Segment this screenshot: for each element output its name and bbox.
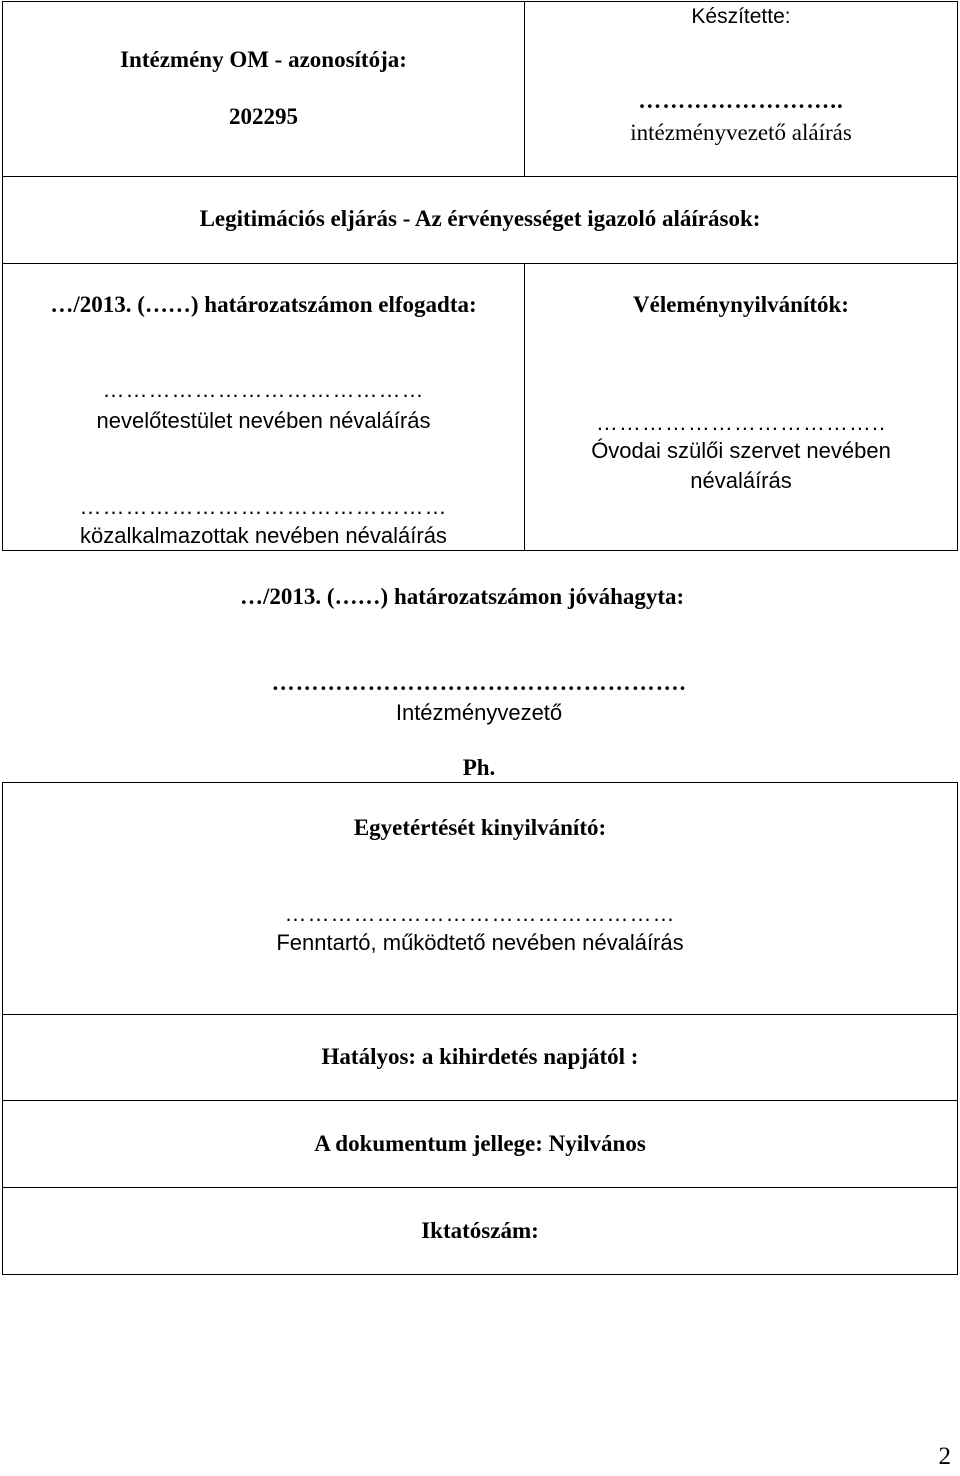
parents-signature-dots: ……………………………….. (595, 410, 887, 435)
prepared-cell (525, 2, 957, 176)
effective-row (2, 1014, 958, 1101)
staff-signature-caption: nevelőtestület nevében névaláírás (96, 408, 431, 433)
signature-caption: intézményvezető aláírás (630, 120, 852, 145)
signature-dots: …………………….. (638, 88, 844, 113)
legit-row (2, 176, 958, 264)
om-value: 202295 (229, 104, 298, 129)
om-cell (3, 2, 525, 176)
confirm-row (2, 550, 956, 782)
parents-caption-line1: Óvodai szülői szervet nevében (591, 438, 891, 463)
header-row (2, 1, 958, 177)
opinion-label: Véleménynyilvánítók: (633, 292, 849, 317)
effective-label: Hatályos: a kihirdetés napjától : (321, 1044, 639, 1069)
maintainer-signature-dots: …………………………………………… (284, 901, 676, 926)
doc-type-row (2, 1101, 958, 1188)
employees-signature-dots: ………………………………………… (79, 494, 448, 519)
legit-title: Legitimációs eljárás - Az érvényességet igazoló aláírások: (199, 206, 761, 231)
filing-row (2, 1188, 958, 1275)
consent-label: Egyetértését kinyilvánító: (353, 815, 607, 840)
employees-signature-caption: közalkalmazottak nevében névaláírás (80, 523, 447, 548)
confirm-resolution: …/2013. (……) határozatszámon jóváhagyta: (240, 584, 685, 609)
approval-resolution: …/2013. (……) határozatszámon elfogadta: (50, 292, 477, 317)
approval-left-cell (3, 264, 525, 550)
director-signature-dots: ……………………………………………. (271, 670, 687, 695)
maintainer-caption: Fenntartó, működtető nevében névaláírás (276, 930, 684, 955)
consent-row (2, 782, 958, 1015)
page-number: 2 (938, 1443, 951, 1470)
filing-label: Iktatószám: (421, 1218, 539, 1243)
approval-row (2, 264, 958, 551)
doc-type-label: A dokumentum jellege: Nyilvános (314, 1131, 646, 1156)
parents-caption-line2: névaláírás (690, 468, 792, 493)
om-label: Intézmény OM - azonosítója: (120, 47, 407, 72)
opinion-right-cell (525, 264, 957, 550)
prepared-label: Készítette: (691, 5, 791, 28)
director-caption: Intézményvezető (395, 700, 563, 725)
form-sheet (2, 1, 958, 1274)
staff-signature-dots: …………………………………… (102, 377, 425, 402)
stamp-label: Ph. (462, 755, 496, 780)
